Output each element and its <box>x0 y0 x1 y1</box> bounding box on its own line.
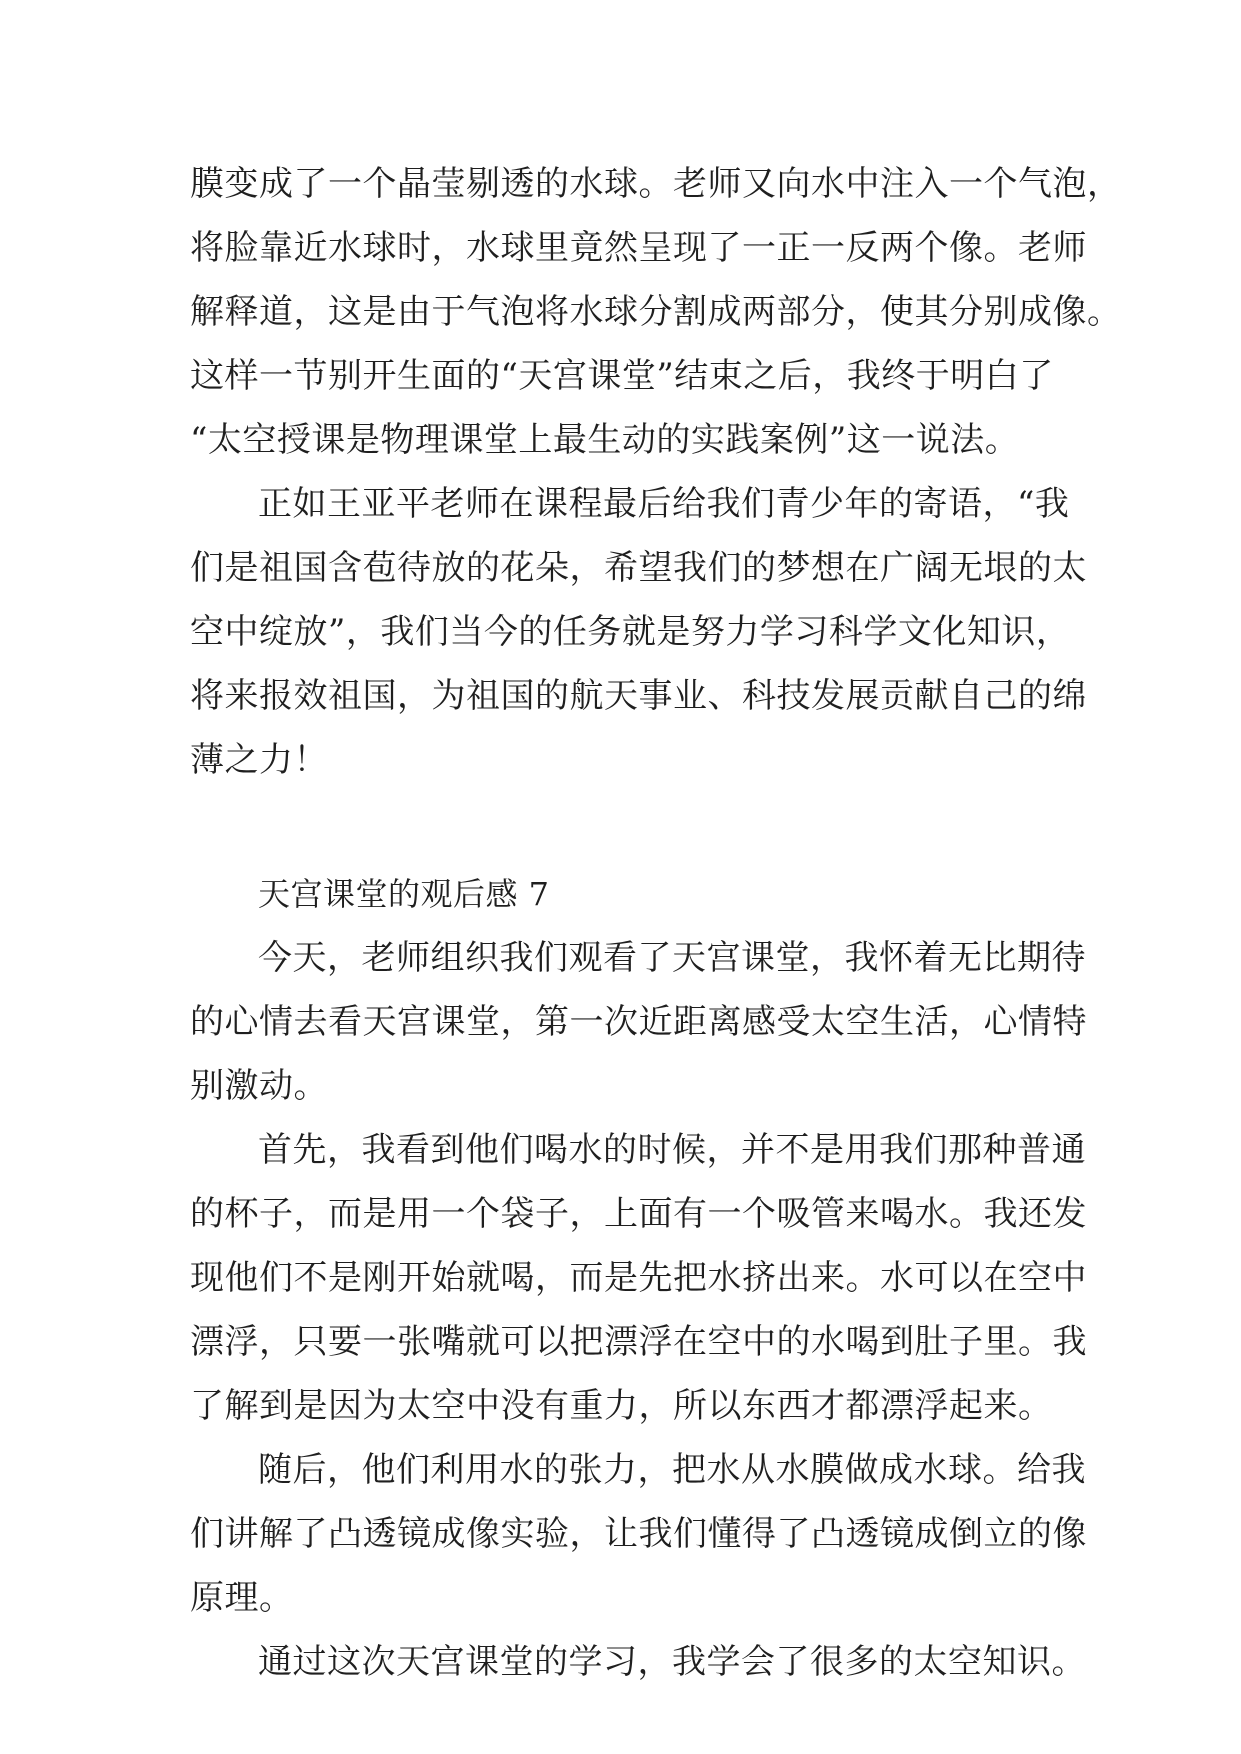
paragraph-1-line-2: 将脸靠近水球时，水球里竟然呈现了一正一反两个像。老师 <box>190 228 1087 268</box>
paragraph-2-line-2: 们是祖国含苞待放的花朵，希望我们的梦想在广阔无垠的太 <box>190 548 1087 588</box>
paragraph-5-line-3: 原理。 <box>190 1578 294 1618</box>
paragraph-4-line-5: 了解到是因为太空中没有重力，所以东西才都漂浮起来。 <box>190 1386 1053 1426</box>
paragraph-4-line-4: 漂浮，只要一张嘴就可以把漂浮在空中的水喝到肚子里。我 <box>190 1322 1087 1362</box>
paragraph-2-line-3: 空中绽放”，我们当今的任务就是努力学习科学文化知识， <box>190 612 1071 652</box>
paragraph-2-line-5: 薄之力！ <box>190 740 328 780</box>
paragraph-2-line-1: 正如王亚平老师在课程最后给我们青少年的寄语，“我 <box>258 484 1070 524</box>
paragraph-5-line-1: 随后，他们利用水的张力，把水从水膜做成水球。给我 <box>258 1450 1086 1490</box>
paragraph-1-line-3: 解释道，这是由于气泡将水球分割成两部分，使其分别成像。 <box>190 292 1122 332</box>
section-title: 天宫课堂的观后感 7 <box>258 875 550 913</box>
document-body <box>190 152 1122 1694</box>
paragraph-4-line-1: 首先，我看到他们喝水的时候，并不是用我们那种普通 <box>258 1130 1086 1170</box>
paragraph-4-line-2: 的杯子，而是用一个袋子，上面有一个吸管来喝水。我还发 <box>190 1194 1087 1234</box>
paragraph-3-line-2: 的心情去看天宫课堂，第一次近距离感受太空生活，心情特 <box>190 1002 1087 1042</box>
paragraph-5-line-2: 们讲解了凸透镜成像实验，让我们懂得了凸透镜成倒立的像 <box>190 1514 1087 1554</box>
paragraph-1-line-5: “太空授课是物理课堂上最生动的实践案例”这一说法。 <box>190 420 1020 460</box>
paragraph-1-line-4: 这样一节别开生面的“天宫课堂”结束之后，我终于明白了 <box>190 356 1054 396</box>
section-gap <box>190 792 1090 862</box>
paragraph-3-line-1: 今天，老师组织我们观看了天宫课堂，我怀着无比期待 <box>258 938 1086 978</box>
paragraph-6-line-1: 通过这次天宫课堂的学习，我学会了很多的太空知识。 <box>258 1642 1086 1682</box>
paragraph-1-line-1: 膜变成了一个晶莹剔透的水球。老师又向水中注入一个气泡， <box>190 164 1122 204</box>
paragraph-4-line-3: 现他们不是刚开始就喝，而是先把水挤出来。水可以在空中 <box>190 1258 1087 1298</box>
paragraph-3-line-3: 别激动。 <box>190 1066 328 1106</box>
paragraph-2-line-4: 将来报效祖国，为祖国的航天事业、科技发展贡献自己的绵 <box>190 676 1087 716</box>
